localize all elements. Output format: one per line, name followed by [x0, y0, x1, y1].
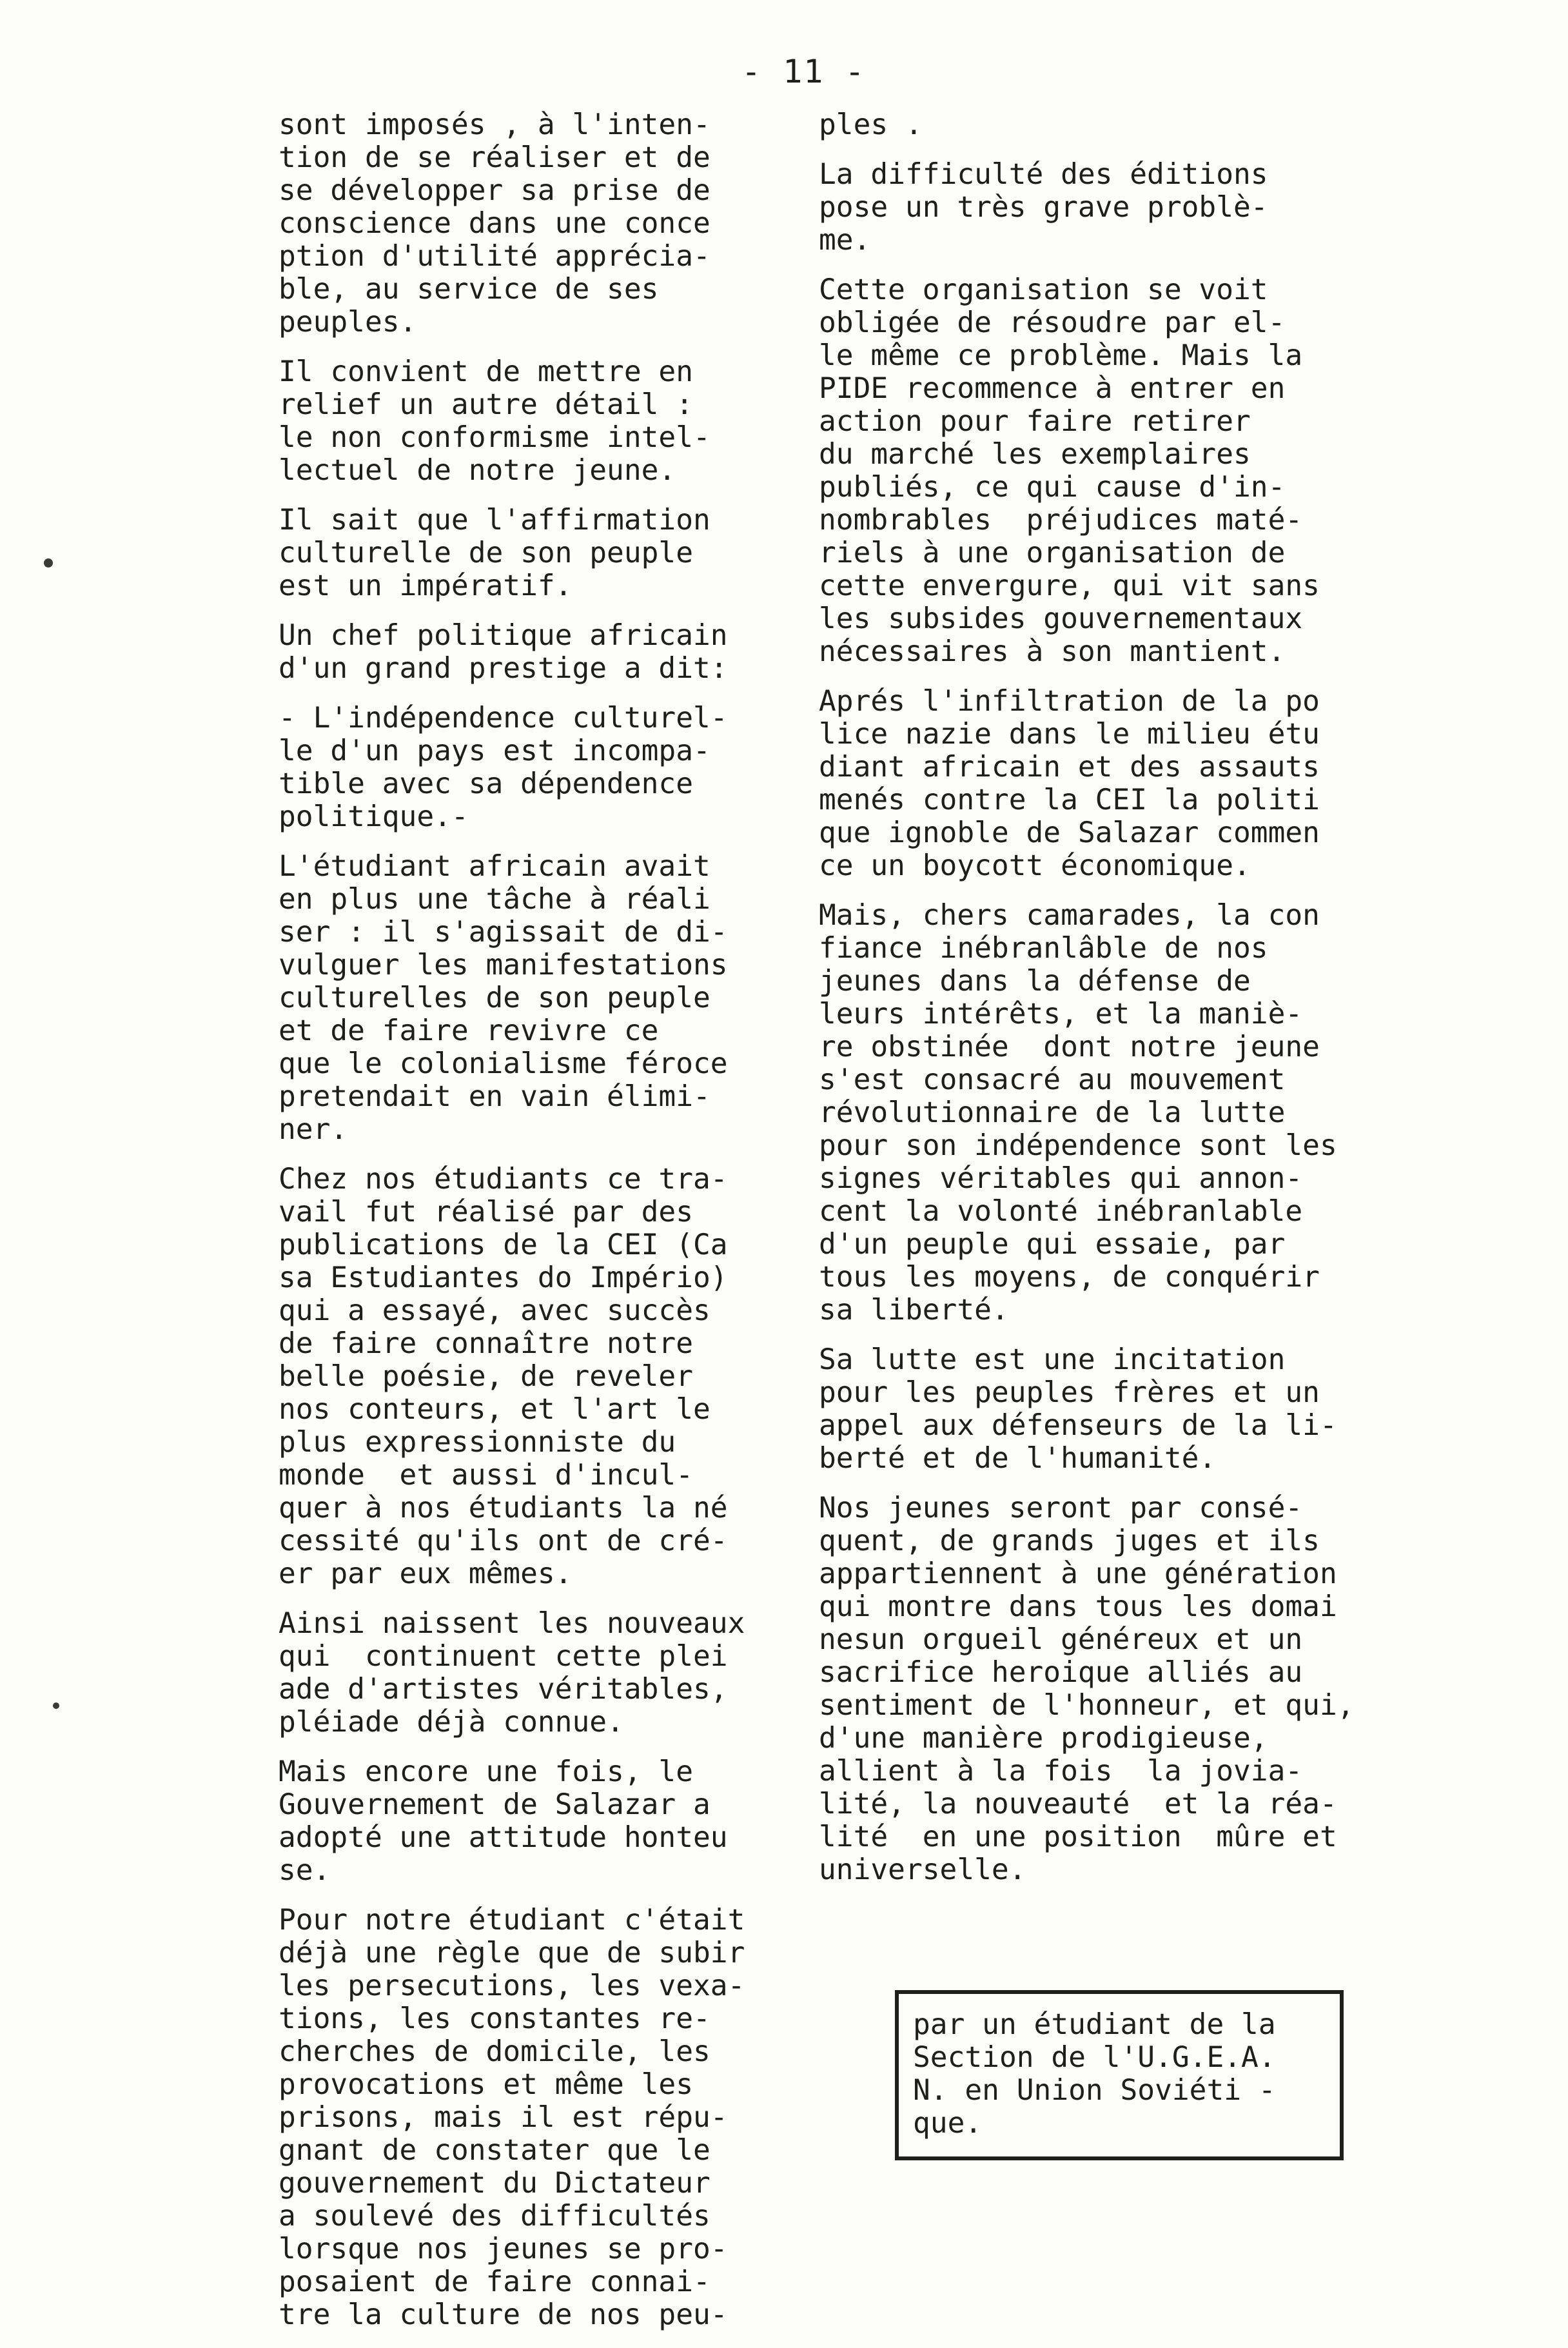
text-line: révolutionnaire de la lutte: [819, 1096, 1286, 1129]
left-column: [279, 108, 814, 2348]
page-number: - 11 -: [741, 53, 866, 90]
text-line: appartiennent à une génération: [819, 1557, 1337, 1590]
text-line: berté et de l'humanité.: [819, 1442, 1217, 1475]
text-line: de faire connaître notre: [279, 1327, 693, 1360]
text-line: nos conteurs, et l'art le: [279, 1393, 710, 1426]
text-line: tre la culture de nos peu-: [279, 2298, 728, 2331]
text-line: L'étudiant africain avait: [279, 850, 710, 883]
text-line: publications de la CEI (Ca: [279, 1228, 728, 1261]
text-line: me.: [819, 224, 871, 257]
signature-line: par un étudiant de la: [913, 2008, 1276, 2041]
text-line: lorsque nos jeunes se pro-: [279, 2233, 728, 2265]
text-line: tion de se réaliser et de: [279, 141, 710, 174]
text-line: a soulevé des difficultés: [279, 2200, 710, 2233]
signature-box: [895, 1990, 1344, 2160]
text-line: adopté une attitude honteu: [279, 1821, 728, 1854]
text-line: monde et aussi d'incul-: [279, 1459, 693, 1492]
text-line: lectuel de notre jeune.: [279, 454, 676, 487]
text-line: vail fut réalisé par des: [279, 1196, 693, 1228]
text-line: re obstinée dont notre jeune: [819, 1031, 1320, 1063]
text-line: le d'un pays est incompa-: [279, 735, 710, 767]
text-line: allient à la fois la jovia-: [819, 1755, 1303, 1788]
text-line: conscience dans une conce: [279, 207, 710, 240]
text-line: ner.: [279, 1113, 348, 1146]
text-line: pour les peuples frères et un: [819, 1376, 1320, 1409]
text-line: Il convient de mettre en: [279, 355, 693, 388]
text-line: cherches de domicile, les: [279, 2035, 710, 2068]
text-line: - L'indépendence culturel-: [279, 702, 728, 735]
text-line: diant africain et des assauts: [819, 751, 1320, 784]
text-line: riels à une organisation de: [819, 537, 1286, 569]
text-line: en plus une tâche à réali: [279, 883, 710, 916]
text-line: La difficulté des éditions: [819, 158, 1268, 191]
text-line: du marché les exemplaires: [819, 438, 1251, 471]
text-line: gouvernement du Dictateur: [279, 2167, 710, 2200]
text-line: belle poésie, de reveler: [279, 1360, 693, 1393]
text-line: gnant de constater que le: [279, 2134, 710, 2167]
paragraph: [279, 1607, 814, 1739]
text-line: le même ce problème. Mais la: [819, 339, 1303, 372]
text-line: ser : il s'agissait de di-: [279, 916, 728, 949]
text-line: signes véritables qui annon-: [819, 1162, 1303, 1195]
text-line: obligée de résoudre par el-: [819, 306, 1286, 339]
text-line: nesun orgueil généreux et un: [819, 1623, 1303, 1656]
text-line: sacrifice heroique alliés au: [819, 1656, 1303, 1689]
text-line: Un chef politique africain: [279, 619, 728, 652]
text-line: cette envergure, qui vit sans: [819, 569, 1320, 602]
text-line: sa Estudiantes do Império): [279, 1261, 728, 1294]
text-line: publiés, ce qui cause d'in-: [819, 471, 1286, 504]
text-line: Cette organisation se voit: [819, 273, 1268, 306]
text-line: ce un boycott économique.: [819, 849, 1251, 882]
text-line: tions, les constantes re-: [279, 2002, 710, 2035]
text-line: appel aux défenseurs de la li-: [819, 1409, 1337, 1442]
text-line: se développer sa prise de: [279, 174, 710, 207]
paragraph: [819, 158, 1431, 257]
paragraph: [279, 619, 814, 685]
paragraph: [279, 850, 814, 1146]
text-line: jeunes dans la défense de: [819, 965, 1251, 998]
text-line: fiance inébranlâble de nos: [819, 932, 1268, 965]
paragraph: [819, 108, 1431, 141]
text-line: les persecutions, les vexa-: [279, 1969, 745, 2002]
text-line: Mais encore une fois, le: [279, 1755, 693, 1788]
paragraph: [279, 1904, 814, 2331]
text-line: que le colonialisme féroce: [279, 1047, 728, 1080]
text-line: ble, au service de ses: [279, 273, 659, 306]
text-line: qui a essayé, avec succès: [279, 1294, 710, 1327]
text-line: provocations et même les: [279, 2068, 693, 2101]
text-line: sa liberté.: [819, 1294, 1009, 1327]
text-line: ption d'utilité apprécia-: [279, 240, 710, 273]
right-column: [819, 108, 1431, 1903]
text-line: sentiment de l'honneur, et qui,: [819, 1689, 1355, 1722]
text-line: pléiade déjà connue.: [279, 1706, 624, 1739]
text-line: cessité qu'ils ont de cré-: [279, 1524, 728, 1557]
text-line: s'est consacré au mouvement: [819, 1063, 1286, 1096]
text-line: PIDE recommence à entrer en: [819, 372, 1286, 405]
text-line: action pour faire retirer: [819, 405, 1251, 438]
paragraph: [279, 1163, 814, 1590]
text-line: peuples.: [279, 306, 417, 339]
text-line: ade d'artistes véritables,: [279, 1673, 728, 1706]
text-line: lité, la nouveauté et la réa-: [819, 1788, 1337, 1820]
text-line: et de faire revivre ce: [279, 1014, 659, 1047]
text-line: qui continuent cette plei: [279, 1640, 728, 1673]
paragraph: [279, 1755, 814, 1887]
text-line: relief un autre détail :: [279, 388, 693, 421]
text-line: se.: [279, 1854, 331, 1887]
text-line: Aprés l'infiltration de la po: [819, 685, 1320, 718]
text-line: leurs intérêts, et la maniè-: [819, 998, 1303, 1031]
text-line: culturelle de son peuple: [279, 537, 693, 569]
text-line: sont imposés , à l'inten-: [279, 108, 710, 141]
ink-speck: [53, 1702, 59, 1709]
text-line: vulguer les manifestations: [279, 949, 728, 982]
text-line: Il sait que l'affirmation: [279, 504, 710, 537]
text-line: pour son indépendence sont les: [819, 1129, 1337, 1162]
text-line: lice nazie dans le milieu étu: [819, 718, 1320, 751]
text-line: Ainsi naissent les nouveaux: [279, 1607, 745, 1640]
text-line: tible avec sa dépendence: [279, 767, 693, 800]
text-line: Pour notre étudiant c'était: [279, 1904, 745, 1937]
signature-line: que.: [913, 2107, 983, 2140]
text-line: cent la volonté inébranlable: [819, 1195, 1303, 1228]
signature-line: N. en Union Soviéti -: [913, 2074, 1276, 2107]
text-line: qui montre dans tous les domai: [819, 1590, 1337, 1623]
paragraph: [279, 504, 814, 602]
text-line: universelle.: [819, 1853, 1026, 1886]
text-line: d'une manière prodigieuse,: [819, 1722, 1268, 1755]
paragraph: [819, 273, 1431, 668]
text-line: d'un grand prestige a dit:: [279, 652, 728, 685]
text-line: nombrables préjudices maté-: [819, 504, 1303, 537]
text-line: déjà une règle que de subir: [279, 1937, 745, 1969]
text-line: posaient de faire connai-: [279, 2265, 710, 2298]
text-line: est un impératif.: [279, 569, 573, 602]
text-line: d'un peuple qui essaie, par: [819, 1228, 1286, 1261]
text-line: tous les moyens, de conquérir: [819, 1261, 1320, 1294]
text-line: Mais, chers camarades, la con: [819, 899, 1320, 932]
signature-line: Section de l'U.G.E.A.: [913, 2041, 1276, 2074]
text-line: culturelles de son peuple: [279, 982, 710, 1014]
text-line: quent, de grands juges et ils: [819, 1524, 1320, 1557]
text-line: Nos jeunes seront par consé-: [819, 1492, 1303, 1524]
text-line: prisons, mais il est répu-: [279, 2101, 728, 2134]
text-line: menés contre la CEI la politi: [819, 784, 1320, 816]
paragraph: [279, 355, 814, 487]
paragraph: [819, 685, 1431, 882]
text-line: que ignoble de Salazar commen: [819, 816, 1320, 849]
text-line: ples .: [819, 108, 923, 141]
ink-speck: [44, 558, 53, 567]
text-line: Gouvernement de Salazar a: [279, 1788, 710, 1821]
paragraph: [279, 702, 814, 833]
text-line: plus expressionniste du: [279, 1426, 676, 1459]
text-line: er par eux mêmes.: [279, 1557, 573, 1590]
text-line: lité en une position mûre et: [819, 1820, 1337, 1853]
text-line: Chez nos étudiants ce tra-: [279, 1163, 728, 1196]
paragraph: [819, 1492, 1431, 1886]
text-line: pretendait en vain élimi-: [279, 1080, 710, 1113]
paragraph: [279, 108, 814, 339]
paragraph: [819, 899, 1431, 1327]
text-line: Sa lutte est une incitation: [819, 1343, 1286, 1376]
text-line: quer à nos étudiants la né: [279, 1492, 728, 1524]
text-line: nécessaires à son mantient.: [819, 635, 1286, 668]
text-line: les subsides gouvernementaux: [819, 602, 1303, 635]
text-line: pose un très grave problè-: [819, 191, 1268, 224]
text-line: politique.-: [279, 800, 469, 833]
text-line: le non conformisme intel-: [279, 421, 710, 454]
paragraph: [819, 1343, 1431, 1475]
